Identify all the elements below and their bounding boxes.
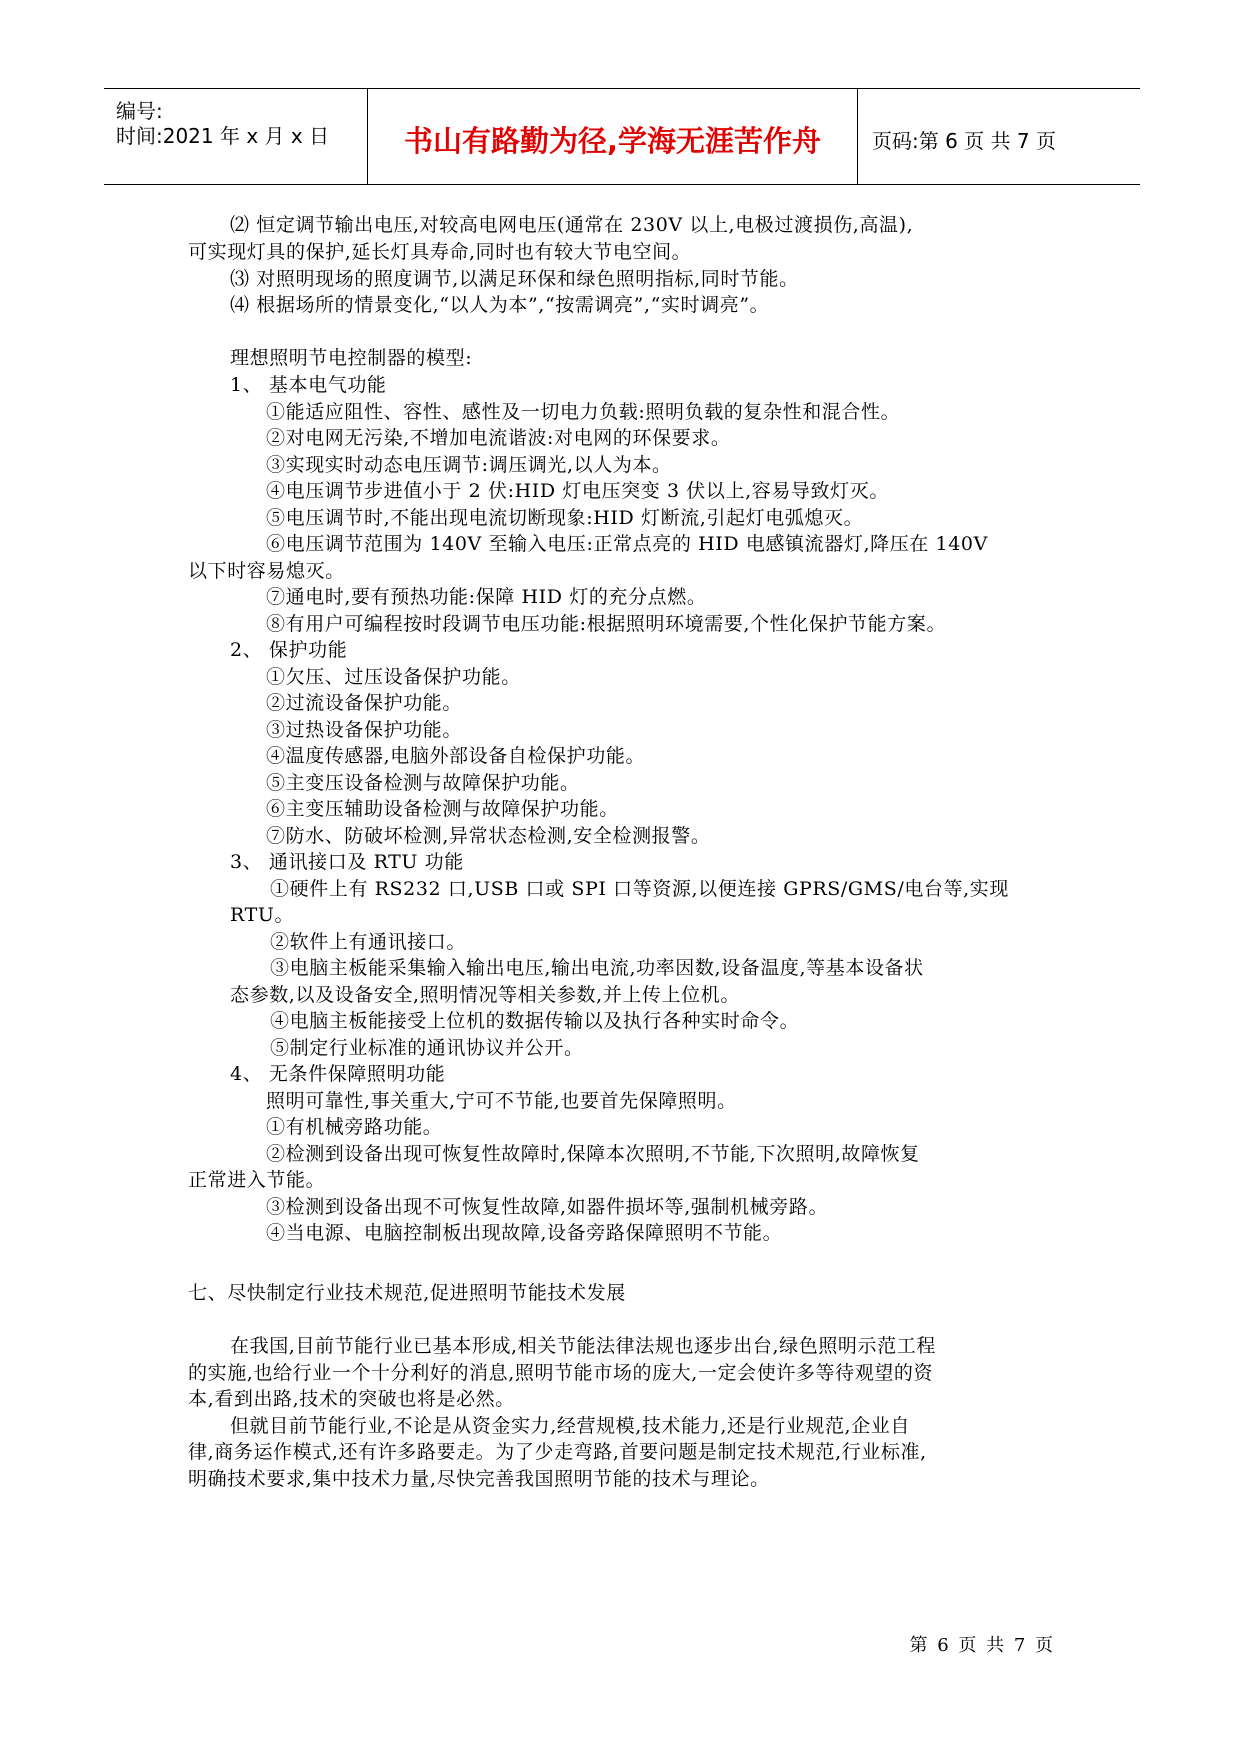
text-line: ⑵ 恒定调节输出电压,对较高电网电压(通常在 230V 以上,电极过渡损伤,高温), [230, 214, 914, 236]
list-item: ②检测到设备出现可恢复性故障时,保障本次照明,不节能,下次照明,故障恢复 [266, 1143, 920, 1165]
list-item: ③检测到设备出现不可恢复性故障,如器件损坏等,强制机械旁路。 [266, 1196, 829, 1218]
header-page-number: 页码:第 6 页 共 7 页 [872, 129, 1056, 153]
text-line: ⑷ 根据场所的情景变化,“以人为本”,“按需调亮”,“实时调亮”。 [230, 294, 770, 316]
list-item: 正常进入节能。 [188, 1169, 326, 1191]
header-info-cell [104, 89, 368, 184]
list-item: ⑤电压调节时,不能出现电流切断现象:HID 灯断流,引起灯电弧熄灭。 [266, 507, 864, 529]
list-item: ④当电源、电脑控制板出现故障,设备旁路保障照明不节能。 [266, 1222, 783, 1244]
section-heading: 1、 基本电气功能 [230, 374, 387, 396]
list-item: ④温度传感器,电脑外部设备自检保护功能。 [266, 745, 646, 767]
list-item: RTU。 [230, 904, 295, 926]
header-motto-cell [368, 89, 858, 184]
list-item: ④电压调节步进值小于 2 伏:HID 灯电压突变 3 伏以上,容易导致灯灭。 [266, 480, 889, 502]
list-item: ③实现实时动态电压调节:调压调光,以人为本。 [266, 454, 672, 476]
list-item: ④电脑主板能接受上位机的数据传输以及执行各种实时命令。 [270, 1010, 800, 1032]
list-item: ①有机械旁路功能。 [266, 1116, 443, 1138]
list-item: ⑤主变压设备检测与故障保护功能。 [266, 772, 580, 794]
header-motto: 书山有路勤为径,学海无涯苦作舟 [403, 124, 822, 158]
document-number-label: 编号: [116, 99, 163, 123]
list-item: ⑦防水、防破坏检测,异常状态检测,安全检测报警。 [266, 825, 711, 847]
list-item: ⑥主变压辅助设备检测与故障保护功能。 [266, 798, 619, 820]
list-item: 以下时容易熄灭。 [188, 560, 345, 582]
chapter-heading: 七、尽快制定行业技术规范,促进照明节能技术发展 [188, 1282, 626, 1304]
section-intro: 理想照明节电控制器的模型: [230, 347, 473, 369]
list-item: ②过流设备保护功能。 [266, 692, 463, 714]
list-item: ①欠压、过压设备保护功能。 [266, 666, 521, 688]
list-item: ②软件上有通讯接口。 [270, 931, 467, 953]
list-item: 照明可靠性,事关重大,宁可不节能,也要首先保障照明。 [266, 1090, 737, 1112]
list-item: ⑦通电时,要有预热功能:保障 HID 灯的充分点燃。 [266, 586, 707, 608]
list-item: ⑧有用户可编程按时段调节电压功能:根据照明环境需要,个性化保护节能方案。 [266, 613, 947, 635]
document-time-label: 时间:2021 年 x 月 x 日 [116, 124, 330, 148]
text-line: ⑶ 对照明现场的照度调节,以满足环保和绿色照明指标,同时节能。 [230, 268, 799, 290]
list-item: ⑤制定行业标准的通讯协议并公开。 [270, 1037, 584, 1059]
section-heading: 3、 通讯接口及 RTU 功能 [230, 851, 464, 873]
list-item: ①能适应阻性、容性、感性及一切电力负载:照明负载的复杂性和混合性。 [266, 401, 901, 423]
paragraph-line: 但就目前节能行业,不论是从资金实力,经营规模,技术能力,还是行业规范,企业自 [230, 1415, 910, 1437]
list-item: 态参数,以及设备安全,照明情况等相关参数,并上传上位机。 [230, 984, 740, 1006]
paragraph-line: 明确技术要求,集中技术力量,尽快完善我国照明节能的技术与理论。 [188, 1468, 770, 1490]
list-item: ①硬件上有 RS232 口,USB 口或 SPI 口等资源,以便连接 GPRS/GMS/电台等,实现 [270, 878, 1009, 900]
header-page-cell [858, 89, 1140, 184]
paragraph-line: 在我国,目前节能行业已基本形成,相关节能法律法规也逐步出台,绿色照明示范工程 [230, 1335, 936, 1357]
list-item: ③过热设备保护功能。 [266, 719, 463, 741]
section-heading: 2、 保护功能 [230, 639, 348, 661]
page-footer: 第 6 页 共 7 页 [909, 1635, 1055, 1656]
section-heading: 4、 无条件保障照明功能 [230, 1063, 446, 1085]
text-line: 可实现灯具的保护,延长灯具寿命,同时也有较大节电空间。 [188, 241, 692, 263]
paragraph-line: 本,看到出路,技术的突破也将是必然。 [188, 1388, 515, 1410]
list-item: ⑥电压调节范围为 140V 至输入电压:正常点亮的 HID 电感镇流器灯,降压在 140V [266, 533, 988, 555]
list-item: ③电脑主板能采集输入输出电压,输出电流,功率因数,设备温度,等基本设备状 [270, 957, 924, 979]
list-item: ②对电网无污染,不增加电流谐波:对电网的环保要求。 [266, 427, 731, 449]
paragraph-line: 律,商务运作模式,还有许多路要走。为了少走弯路,首要问题是制定技术规范,行业标准, [188, 1441, 927, 1463]
page-header [104, 88, 1140, 185]
paragraph-line: 的实施,也给行业一个十分利好的消息,照明节能市场的庞大,一定会使许多等待观望的资 [188, 1362, 934, 1384]
